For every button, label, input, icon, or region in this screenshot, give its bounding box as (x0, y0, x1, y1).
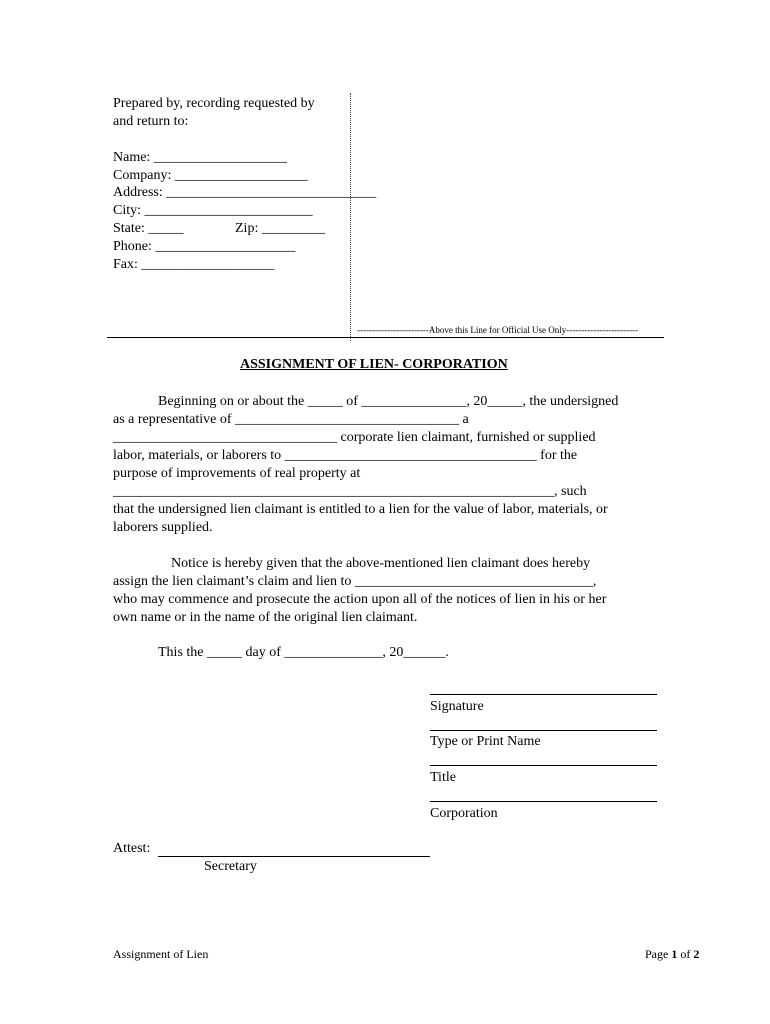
para1-line6: _______________________________________________________________, such (113, 484, 587, 499)
para2-line4: own name or in the name of the original lien claimant. (113, 610, 418, 625)
title-label: Title (430, 770, 456, 785)
para2-line2: assign the lien claimant’s claim and lien to __________________________________, (113, 574, 597, 589)
signature-line (430, 694, 657, 695)
phone-field: Phone: ____________________ (113, 239, 296, 254)
para1-line7: that the undersigned lien claimant is entitled to a lien for the value of labor, materials, or (113, 502, 608, 517)
document-title: ASSIGNMENT OF LIEN- CORPORATION (240, 357, 508, 372)
print-name-label: Type or Print Name (430, 734, 541, 749)
zip-field: Zip: _________ (235, 221, 325, 236)
state-field: State: _____ (113, 221, 184, 236)
attest-label: Attest: (113, 841, 151, 856)
official-use-line: ------------------------Above this Line for Official Use Only------------------------ (357, 325, 639, 335)
para2-line1: Notice is hereby given that the above-mentioned lien claimant does hereby (171, 556, 591, 571)
para1-line4: labor, materials, or laborers to ____________________________________ for the (113, 448, 578, 463)
fax-field: Fax: ___________________ (113, 257, 275, 272)
name-field: Name: ___________________ (113, 150, 287, 165)
date-line: This the _____ day of ______________, 20______. (158, 645, 449, 660)
footer-left: Assignment of Lien (113, 947, 209, 961)
title-line (430, 765, 657, 766)
header-horizontal-divider (107, 337, 664, 338)
prepared-by-line1: Prepared by, recording requested by (113, 96, 315, 111)
para2-line3: who may commence and prosecute the action upon all of the notices of lien in his or her (113, 592, 607, 607)
secretary-label: Secretary (204, 859, 257, 874)
para1-line3: ________________________________ corporate lien claimant, furnished or supplied (113, 430, 596, 445)
company-field: Company: ___________________ (113, 168, 308, 183)
para1-line1: Beginning on or about the _____ of _______________, 20_____, the undersigned (158, 394, 619, 409)
para1-line8: laborers supplied. (113, 520, 213, 535)
para1-line5: purpose of improvements of real property at (113, 466, 361, 481)
address-field: Address: ______________________________ (113, 185, 377, 200)
prepared-by-line2: and return to: (113, 114, 189, 129)
attest-line (158, 856, 430, 857)
print-name-line (430, 730, 657, 731)
corporation-label: Corporation (430, 806, 498, 821)
signature-label: Signature (430, 699, 484, 714)
header-vertical-divider (350, 93, 351, 341)
para1-line2: as a representative of ________________________________ a (113, 412, 469, 427)
city-field: City: ________________________ (113, 203, 313, 218)
corporation-line (430, 801, 657, 802)
page-number: Page 1 of 2 (645, 947, 700, 961)
